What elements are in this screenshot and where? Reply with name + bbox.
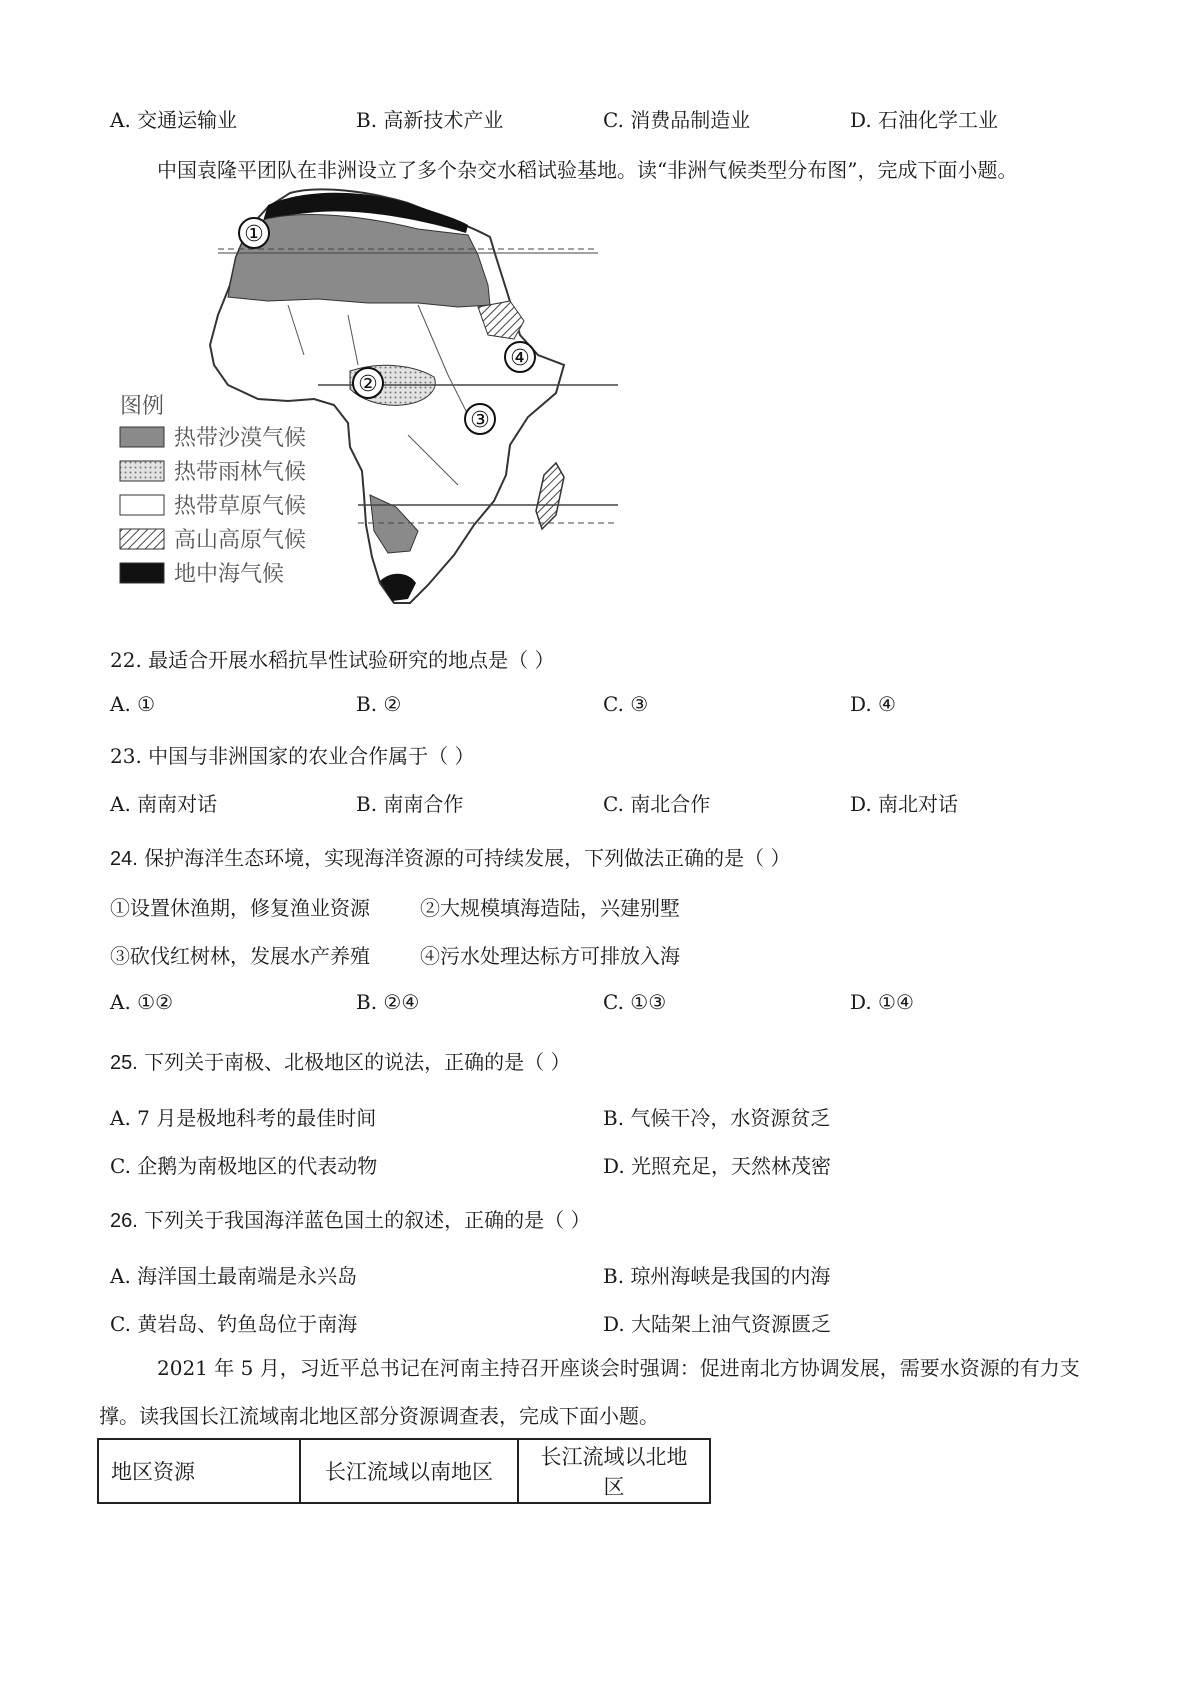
q24-item-2: ②大规模填海造陆，兴建别墅 xyxy=(420,896,680,920)
q23-option-c: C. 南北合作 xyxy=(603,792,711,816)
q26-stem-text: 下列关于我国海洋蓝色国土的叙述，正确的是（ ） xyxy=(137,1208,591,1232)
legend-rainforest: 热带雨林气候 xyxy=(174,460,307,485)
legend-title: 图例 xyxy=(120,394,165,419)
q22-option-c: C. ③ xyxy=(603,692,649,716)
q24-stem-text: 保护海洋生态环境，实现海洋资源的可持续发展，下列做法正确的是（ ） xyxy=(137,846,791,870)
q26-option-a: A. 海洋国土最南端是永兴岛 xyxy=(110,1264,358,1288)
q24-item-4: ④污水处理达标方可排放入海 xyxy=(420,944,680,968)
resource-table xyxy=(97,1438,711,1504)
legend-savanna: 热带草原气候 xyxy=(174,494,307,519)
q21-option-b: B. 高新技术产业 xyxy=(356,108,504,132)
madagascar xyxy=(536,463,564,529)
intro-africa: 中国袁隆平团队在非洲设立了多个杂交水稻试验基地。读“非洲气候类型分布图”，完成下面小题。 xyxy=(157,158,1018,182)
q22-stem: 22. 最适合开展水稻抗旱性试验研究的地点是（ ） xyxy=(110,648,555,672)
marker-3: ③ xyxy=(470,408,490,433)
q23-stem: 23. 中国与非洲国家的农业合作属于（ ） xyxy=(110,744,475,768)
legend-desert: 热带沙漠气候 xyxy=(174,426,307,451)
q22-option-d: D. ④ xyxy=(850,692,896,716)
legend-highland: 高山高原气候 xyxy=(174,528,307,553)
marker-2: ② xyxy=(358,372,378,397)
q26-stem xyxy=(110,1204,591,1233)
q24-item-3: ③砍伐红树林，发展水产养殖 xyxy=(110,944,370,968)
q24-option-b: B. ②④ xyxy=(356,990,420,1014)
q21-option-d: D. 石油化学工业 xyxy=(850,108,999,132)
q25-option-d: D. 光照充足，天然林茂密 xyxy=(603,1154,832,1178)
q25-option-b: B. 气候干冷，水资源贫乏 xyxy=(603,1106,831,1130)
q25-number: 25. xyxy=(110,1052,138,1074)
q23-option-a: A. 南南对话 xyxy=(110,792,218,816)
table-header-resource: 地区资源 xyxy=(98,1439,300,1503)
q21-option-c: C. 消费品制造业 xyxy=(603,108,751,132)
legend-mediterranean: 地中海气候 xyxy=(174,562,285,587)
q24-option-a: A. ①② xyxy=(110,990,174,1014)
africa-climate-map xyxy=(118,185,638,625)
q21-option-a: A. 交通运输业 xyxy=(110,108,238,132)
q24-item-1: ①设置休渔期，修复渔业资源 xyxy=(110,896,370,920)
table-header-north: 长江流域以北地区 xyxy=(518,1439,710,1503)
q26-option-c: C. 黄岩岛、钓鱼岛位于南海 xyxy=(110,1312,358,1336)
q25-stem xyxy=(110,1046,571,1075)
q24-option-d: D. ①④ xyxy=(850,990,914,1014)
q22-option-a: A. ① xyxy=(110,692,156,716)
q23-option-b: B. 南南合作 xyxy=(356,792,464,816)
q24-number: 24. xyxy=(110,848,138,870)
q25-option-c: C. 企鹅为南极地区的代表动物 xyxy=(110,1154,378,1178)
marker-1: ① xyxy=(244,222,264,247)
q26-option-d: D. 大陆架上油气资源匮乏 xyxy=(603,1312,832,1336)
q26-option-b: B. 琼州海峡是我国的内海 xyxy=(603,1264,831,1288)
q24-stem xyxy=(110,842,791,871)
q22-option-b: B. ② xyxy=(356,692,402,716)
q25-stem-text: 下列关于南极、北极地区的说法，正确的是（ ） xyxy=(137,1050,571,1074)
q23-option-d: D. 南北对话 xyxy=(850,792,959,816)
marker-4: ④ xyxy=(510,346,530,371)
q25-option-a: A. 7 月是极地科考的最佳时间 xyxy=(110,1106,377,1130)
q24-option-c: C. ①③ xyxy=(603,990,667,1014)
q26-number: 26. xyxy=(110,1210,138,1232)
intro-water: 2021 年 5 月，习近平总书记在河南主持召开座谈会时强调：促进南北方协调发展，需要水资源的有力支撑。读我国长江流域南北地区部分资源调查表，完成下面小题。 xyxy=(99,1356,1080,1428)
table-header-south: 长江流域以南地区 xyxy=(300,1439,518,1503)
